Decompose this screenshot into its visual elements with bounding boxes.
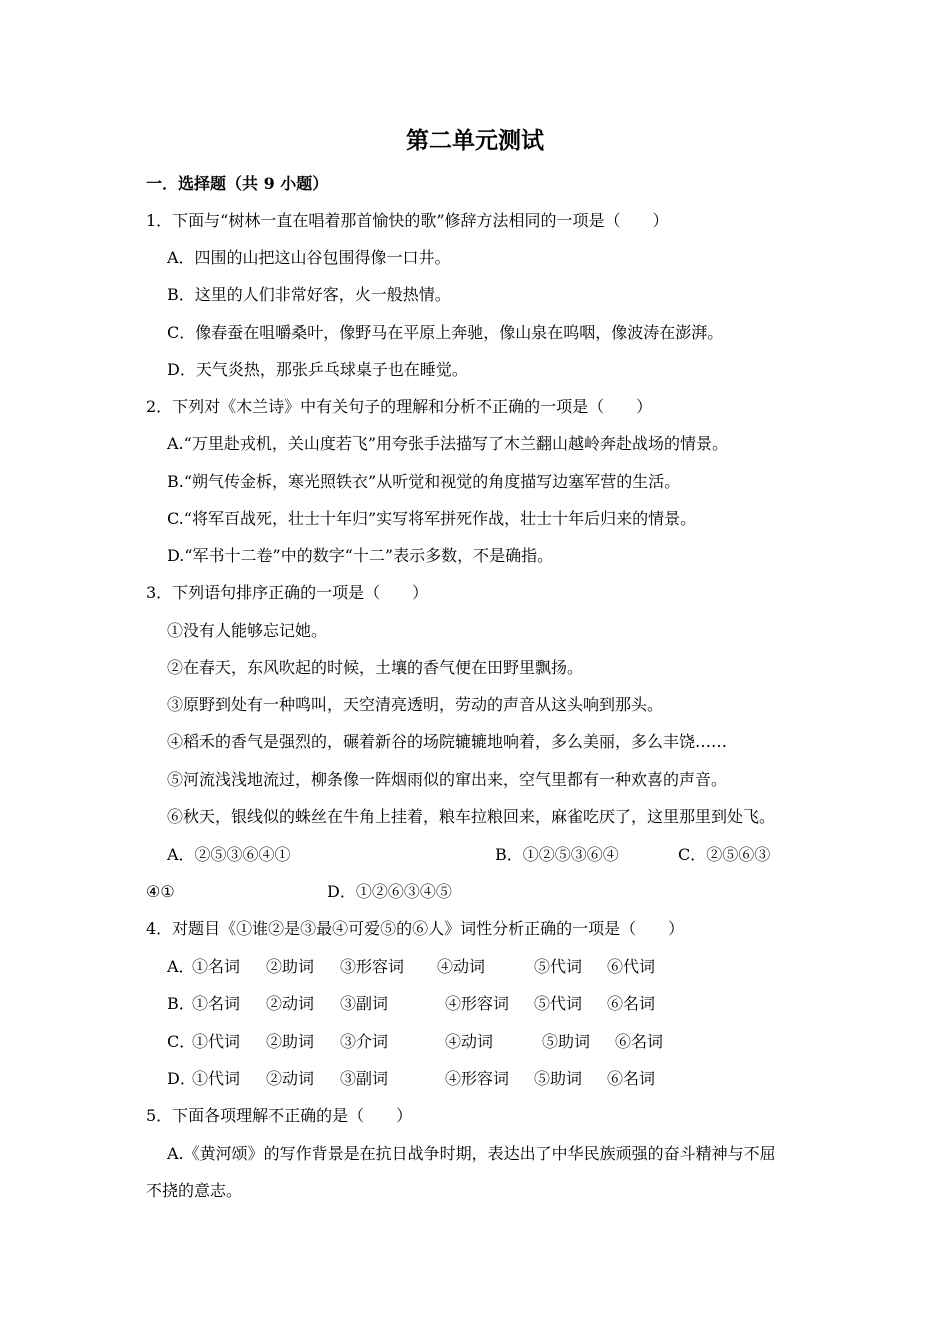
- question-3-option-b: B．①②⑤③⑥④: [495, 845, 619, 864]
- question-2-option-a: A.“万里赴戎机，关山度若飞”用夸张手法描写了木兰翻山越岭奔赴战场的情景。: [167, 434, 729, 453]
- question-2-stem: 2．下列对《木兰诗》中有关句子的理解和分析不正确的一项是（ ）: [146, 397, 653, 416]
- option-item: ⑤代词: [534, 957, 583, 976]
- option-item: ④形容词: [445, 994, 510, 1013]
- option-item: ③形容词: [340, 957, 405, 976]
- option-item: ⑤助词: [534, 1069, 583, 1088]
- option-item: ②助词: [266, 1032, 315, 1051]
- question-1-option-a: A．四围的山把这山谷包围得像一口井。: [167, 248, 451, 267]
- option-label: B．: [167, 994, 195, 1013]
- option-item: ④动词: [445, 1032, 494, 1051]
- option-item: ⑥名词: [607, 1069, 656, 1088]
- section-heading: 一．选择题（共 9 小题）: [146, 174, 329, 193]
- option-item: ⑥名词: [607, 994, 656, 1013]
- option-item: ③副词: [340, 994, 389, 1013]
- question-2-option-d: D.“军书十二卷”中的数字“十二”表示多数，不是确指。: [167, 546, 554, 565]
- option-item: ②助词: [266, 957, 315, 976]
- question-2-option-c: C.“将军百战死，壮士十年归”实写将军拼死作战，壮士十年后归来的情景。: [167, 509, 697, 528]
- question-1-option-d: D．天气炎热，那张乒乓球桌子也在睡觉。: [167, 360, 468, 379]
- page-title: 第二单元测试: [406, 127, 544, 154]
- option-item: ⑤助词: [542, 1032, 591, 1051]
- question-3-option-d: D．①②⑥③④⑤: [327, 882, 452, 901]
- option-item: ⑥名词: [615, 1032, 664, 1051]
- option-item: ①名词: [192, 957, 241, 976]
- question-3-stem: 3．下列语句排序正确的一项是（ ）: [146, 583, 429, 602]
- option-label: C．: [167, 1032, 196, 1051]
- question-5-option-a-continued: 不挠的意志。: [146, 1181, 243, 1200]
- question-3-sentence-2: ②在春天，东风吹起的时候，土壤的香气便在田野里飘扬。: [167, 658, 584, 677]
- option-item: ②动词: [266, 1069, 315, 1088]
- option-item: ⑤代词: [534, 994, 583, 1013]
- option-item: ①代词: [192, 1032, 241, 1051]
- option-item: ①名词: [192, 994, 241, 1013]
- option-item: ③副词: [340, 1069, 389, 1088]
- question-3-sentence-1: ①没有人能够忘记她。: [167, 621, 328, 640]
- question-5-stem: 5．下面各项理解不正确的是（ ）: [146, 1106, 413, 1125]
- option-item: ④动词: [437, 957, 486, 976]
- question-1-stem: 1．下面与“树林一直在唱着那首愉快的歌”修辞方法相同的一项是（ ）: [146, 211, 669, 230]
- question-3-sentence-3: ③原野到处有一种鸣叫，天空清亮透明，劳动的声音从这头响到那头。: [167, 695, 664, 714]
- question-3-option-a: A．②⑤③⑥④①: [167, 845, 291, 864]
- question-3-sentence-5: ⑤河流浅浅地流过，柳条像一阵烟雨似的窜出来，空气里都有一种欢喜的声音。: [167, 770, 728, 789]
- option-item: ②动词: [266, 994, 315, 1013]
- question-4-stem: 4．对题目《①谁②是③最④可爱⑤的⑥人》词性分析正确的一项是（ ）: [146, 919, 685, 938]
- question-1-option-b: B．这里的人们非常好客，火一般热情。: [167, 285, 451, 304]
- question-3-sentence-6: ⑥秋天，银线似的蛛丝在牛角上挂着，粮车拉粮回来，麻雀吃厌了，这里那里到处飞。: [167, 807, 776, 826]
- option-label: A．: [167, 957, 195, 976]
- question-3-sentence-4: ④稻禾的香气是强烈的，碾着新谷的场院辘辘地响着，多么美丽，多么丰饶……: [167, 732, 728, 751]
- question-5-option-a: A.《黄河颂》的写作背景是在抗日战争时期，表达出了中华民族顽强的奋斗精神与不屈: [167, 1144, 776, 1163]
- question-1-option-c: C．像春蚕在咀嚼桑叶，像野马在平原上奔驰，像山泉在呜咽，像波涛在澎湃。: [167, 323, 724, 342]
- option-item: ①代词: [192, 1069, 241, 1088]
- question-3-option-c: C．②⑤⑥③: [678, 845, 771, 864]
- option-item: ③介词: [340, 1032, 389, 1051]
- option-item: ④形容词: [445, 1069, 510, 1088]
- option-item: ⑥代词: [607, 957, 656, 976]
- option-label: D．: [167, 1069, 196, 1088]
- question-2-option-b: B.“朔气传金柝，寒光照铁衣”从听觉和视觉的角度描写边塞军营的生活。: [167, 472, 681, 491]
- question-3-option-c-continued: ④①: [146, 882, 175, 901]
